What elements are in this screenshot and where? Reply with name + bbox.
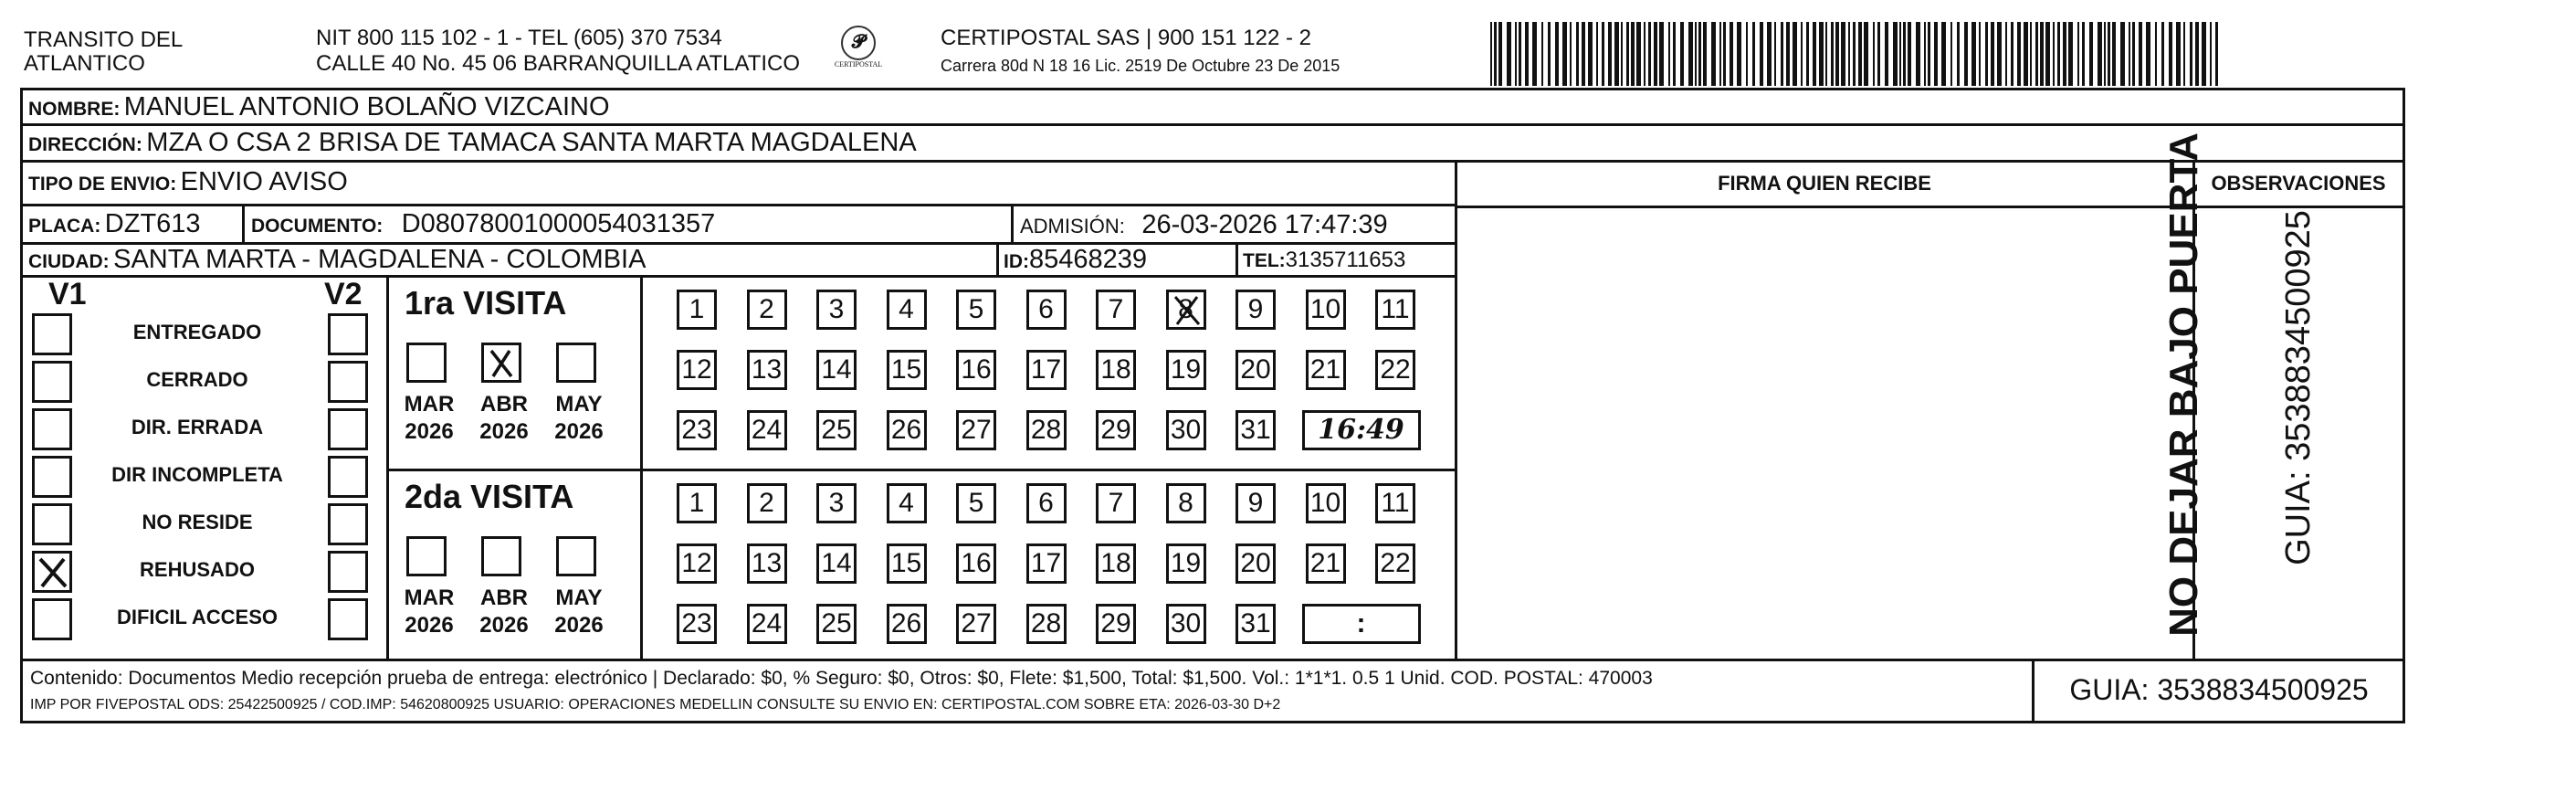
day-box[interactable]: 3 [816, 483, 857, 523]
status-v2-checkbox[interactable] [328, 503, 368, 545]
day-box[interactable]: 9 [1235, 290, 1276, 330]
day-box[interactable]: 17 [1026, 543, 1067, 584]
barcode-bar [2176, 22, 2181, 86]
divider [1455, 162, 1457, 659]
barcode-bar [1793, 22, 1797, 86]
month-name: MAY [555, 586, 603, 610]
barcode-bar [1703, 22, 1707, 86]
barcode-bar [2040, 22, 2044, 86]
id-value: 85468239 [1029, 245, 1148, 274]
barcode-bar [2183, 22, 2185, 86]
barcode-bar [1576, 22, 1579, 86]
documento-value: D08078001000054031357 [401, 209, 716, 238]
month-checkbox[interactable] [556, 536, 596, 576]
day-box[interactable]: 29 [1096, 410, 1136, 450]
barcode-bar [1519, 22, 1521, 86]
barcode-bar [2063, 22, 2066, 86]
day-box[interactable]: 19 [1166, 350, 1206, 390]
barcode-bar [2169, 22, 2172, 86]
barcode-bar [1602, 22, 1604, 86]
barcode-bar [1950, 22, 1952, 86]
day-box[interactable]: 24 [747, 604, 787, 644]
barcode-bar [1730, 22, 1733, 86]
day-box[interactable]: 7 [1096, 290, 1136, 330]
barcode-bar [1570, 22, 1572, 86]
barcode-bar [2195, 22, 2199, 86]
id-cell [1004, 244, 1147, 275]
barcode-bar [2057, 22, 2060, 86]
barcode-bar [2190, 22, 2192, 86]
barcode-bar [2089, 22, 2093, 86]
status-v1-checkbox[interactable] [32, 456, 72, 498]
tel-label: TEL: [1243, 250, 1286, 271]
status-label: ENTREGADO [132, 321, 262, 343]
month-name: MAY [555, 392, 603, 417]
day-box[interactable]: 10 [1306, 290, 1346, 330]
barcode-bar [1555, 22, 1559, 86]
status-label: REHUSADO [140, 558, 255, 581]
barcode-bar [2112, 22, 2116, 86]
barcode-bar [1673, 22, 1676, 86]
month-year: 2026 [405, 419, 454, 444]
status-v2-checkbox[interactable] [328, 598, 368, 640]
barcode-bar [1991, 22, 1994, 86]
placa-cell [28, 206, 201, 242]
barcode-bar [1723, 22, 1726, 86]
barcode-bar [1498, 22, 1502, 86]
barcode-bar [2108, 22, 2110, 86]
barcode-bar [1680, 22, 1684, 86]
license-line: Carrera 80d N 18 16 Lic. 2519 De Octubre 23 De 2015 [941, 57, 1341, 75]
check-x-icon [35, 554, 71, 592]
barcode-bar [1971, 22, 1976, 86]
barcode-bar [1515, 22, 1517, 86]
barcode-bar [1760, 22, 1763, 86]
day-box[interactable]: 27 [956, 410, 996, 450]
barcode-bar [1774, 22, 1776, 86]
barcode-bar [2017, 22, 2021, 86]
tel-cell [1243, 244, 1405, 275]
day-box[interactable]: 14 [816, 350, 857, 390]
barcode-bar [1737, 22, 1741, 86]
barcode-bar [1801, 22, 1803, 86]
barcode-bar [2132, 22, 2135, 86]
month-year: 2026 [554, 419, 604, 444]
divider [242, 204, 245, 244]
barcode-bar [1541, 22, 1543, 86]
day-box[interactable]: 1 [677, 483, 717, 523]
logo-text: CERTIPOSTAL [834, 60, 883, 69]
barcode-bar [1719, 22, 1721, 86]
day-box[interactable]: 22 [1375, 350, 1415, 390]
barcode-bar [2035, 22, 2038, 86]
barcode-bar [1908, 22, 1911, 86]
divider [1011, 204, 1014, 244]
status-v1-checkbox[interactable] [32, 408, 72, 450]
day-box[interactable]: 14 [816, 543, 857, 584]
barcode-bar [1631, 22, 1635, 86]
barcode-bar [1873, 22, 1875, 86]
ciudad-value: SANTA MARTA - MAGDALENA - COLOMBIA [113, 245, 647, 274]
day-box[interactable]: 11 [1375, 483, 1415, 523]
barcode-bar [1835, 22, 1839, 86]
divider [640, 277, 643, 469]
divider [996, 242, 999, 277]
barcode-bar [2024, 22, 2028, 86]
day-box[interactable]: 10 [1306, 483, 1346, 523]
day-box[interactable]: 15 [887, 543, 927, 584]
barcode-bar [1885, 22, 1888, 86]
barcode-bar [1924, 22, 1926, 86]
barcode-bar [1698, 22, 1701, 86]
day-box[interactable]: 27 [956, 604, 996, 644]
day-box[interactable]: 2 [747, 290, 787, 330]
barcode-bar [1928, 22, 1930, 86]
documento-label: DOCUMENTO: [251, 216, 384, 237]
time-box[interactable]: 16:49 [1302, 410, 1421, 450]
barcode-bar [1614, 22, 1619, 86]
day-box[interactable]: 15 [887, 350, 927, 390]
barcode-bar [1985, 22, 1988, 86]
barcode-bar [1864, 22, 1868, 86]
day-box[interactable]: 28 [1026, 410, 1067, 450]
address-line: CALLE 40 No. 45 06 BARRANQUILLA ATLATICO [316, 51, 801, 76]
day-box[interactable]: 18 [1096, 543, 1136, 584]
barcode-bar [2045, 22, 2050, 86]
month-name: MAR [404, 392, 455, 417]
visit-first [388, 277, 1455, 469]
v1-label: V1 [48, 277, 87, 311]
barcode-bar [2120, 22, 2125, 86]
barcode-bar [1899, 22, 1901, 86]
day-box[interactable]: 17 [1026, 350, 1067, 390]
visit-title: 1ra VISITA [405, 284, 567, 322]
barcode-bar [1695, 22, 1697, 86]
side-guia: GUIA: 3538834500925 [2279, 210, 2318, 565]
month-checkbox[interactable] [406, 343, 447, 383]
barcode-bar [1532, 22, 1537, 86]
barcode-bar [1848, 22, 1850, 86]
month-year: 2026 [479, 613, 529, 638]
barcode-bar [1648, 22, 1651, 86]
day-box[interactable]: 1 [677, 290, 717, 330]
barcode-bar [1893, 22, 1898, 86]
barcode-bar [2129, 22, 2130, 86]
barcode-bar [1596, 22, 1598, 86]
barcode-bar [1626, 22, 1629, 86]
day-box[interactable]: 3 [816, 290, 857, 330]
day-box[interactable]: 18 [1096, 350, 1136, 390]
divider [1235, 242, 1238, 277]
day-box[interactable]: 9 [1235, 483, 1276, 523]
divider [640, 470, 643, 659]
month-checkbox[interactable] [481, 536, 521, 576]
day-box[interactable]: 11 [1375, 290, 1415, 330]
day-box[interactable]: 23 [677, 604, 717, 644]
status-v1-checkbox[interactable] [32, 313, 72, 355]
status-v1-checkbox[interactable] [32, 598, 72, 640]
barcode-bar [1964, 22, 1968, 86]
barcode-bar [1644, 22, 1645, 86]
barcode-bar [2210, 22, 2212, 86]
day-box[interactable]: 13 [747, 543, 787, 584]
day-box[interactable]: 31 [1235, 410, 1276, 450]
barcode-bar [2139, 22, 2142, 86]
day-box[interactable]: 12 [677, 543, 717, 584]
day-box[interactable]: 30 [1166, 410, 1206, 450]
tipo-row [28, 164, 348, 202]
visit-title: 2da VISITA [405, 478, 574, 515]
day-box[interactable]: 30 [1166, 604, 1206, 644]
barcode-bar [1668, 22, 1670, 86]
nombre-label: NOMBRE: [28, 99, 121, 120]
divider [1455, 206, 2403, 208]
divider [2032, 659, 2035, 721]
barcode-bar [1588, 22, 1593, 86]
barcode-bar [2146, 22, 2150, 86]
barcode-bar [1916, 22, 1920, 86]
barcode-bar [2077, 22, 2079, 86]
day-box[interactable]: 19 [1166, 543, 1206, 584]
status-label: DIR. ERRADA [131, 416, 264, 438]
status-section [23, 277, 386, 659]
barcode-bar [1767, 22, 1772, 86]
day-box[interactable]: 20 [1235, 543, 1276, 584]
status-label: NO RESIDE [142, 511, 253, 533]
direccion-row [28, 125, 917, 160]
barcode-bar [1941, 22, 1946, 86]
barcode-bar [2030, 22, 2032, 86]
nit-line: NIT 800 115 102 - 1 - TEL (605) 370 7534 [316, 26, 722, 50]
barcode-bar [1752, 22, 1755, 86]
day-box[interactable]: 4 [887, 483, 927, 523]
day-box[interactable]: 26 [887, 410, 927, 450]
side-warning: NO DEJAR BAJO PUERTA [2161, 132, 2207, 637]
barcode-bar [1562, 22, 1567, 86]
day-box[interactable]: 6 [1026, 290, 1067, 330]
barcode-bar [2068, 22, 2073, 86]
status-v1-checkbox[interactable] [32, 551, 72, 593]
day-box[interactable]: 6 [1026, 483, 1067, 523]
admision-label: ADMISIÓN: [1020, 215, 1125, 237]
month-year: 2026 [405, 613, 454, 638]
barcode-bar [1688, 22, 1693, 86]
barcode-bar [1877, 22, 1880, 86]
barcode-bar [1979, 22, 1981, 86]
day-box[interactable]: 21 [1306, 350, 1346, 390]
day-box[interactable]: 26 [887, 604, 927, 644]
barcode-bar [2161, 22, 2164, 86]
barcode-bar [1659, 22, 1664, 86]
month-name: MAR [404, 586, 455, 610]
barcode-bar [1621, 22, 1623, 86]
barcode-bar [1825, 22, 1827, 86]
day-box[interactable]: 21 [1306, 543, 1346, 584]
day-box[interactable]: 20 [1235, 350, 1276, 390]
documento-cell [251, 206, 715, 242]
org-name-line1: TRANSITO DEL [24, 27, 184, 52]
direccion-value: MZA O CSA 2 BRISA DE TAMACA SANTA MARTA MAGDALENA [146, 128, 917, 157]
id-label: ID: [1004, 251, 1029, 272]
barcode-icon [1490, 22, 2221, 86]
barcode-bar [1608, 22, 1612, 86]
ciudad-cell [28, 244, 646, 275]
status-v2-checkbox[interactable] [328, 408, 368, 450]
divider [23, 160, 2403, 163]
month-name: ABR [480, 586, 528, 610]
barcode-bar [1934, 22, 1938, 86]
barcode-bar [2053, 22, 2055, 86]
nombre-value: MANUEL ANTONIO BOLAÑO VIZCAINO [123, 92, 610, 121]
barcode-bar [1806, 22, 1809, 86]
certipostal-logo [829, 26, 888, 73]
time-box[interactable]: : [1302, 604, 1421, 644]
day-box[interactable]: 24 [747, 410, 787, 450]
footer-guia: GUIA: 3538834500925 [2069, 673, 2369, 706]
barcode-bar [1525, 22, 1529, 86]
day-box[interactable]: 25 [816, 604, 857, 644]
placa-label: PLACA: [28, 216, 101, 237]
barcode-bar [2082, 22, 2085, 86]
status-label: DIFICIL ACCESO [116, 606, 278, 628]
day-box[interactable]: 8 [1166, 290, 1206, 330]
barcode-bar [1582, 22, 1585, 86]
org-name-line2: ATLANTICO [24, 51, 145, 76]
footer-imp: IMP POR FIVEPOSTAL ODS: 25422500925 / COD.IMP: 54620800925 USUARIO: OPERACIONES MEDELLIN CONSULTE SU ENVIO EN: CERTIPOSTAL.COM SOBRE ETA: 2026-03-30 D+2 [30, 697, 1281, 712]
visit-second [388, 470, 1455, 659]
day-box[interactable]: 16 [956, 543, 996, 584]
placa-value: DZT613 [104, 209, 201, 238]
direccion-label: DIRECCIÓN: [28, 134, 142, 155]
barcode-bar [1636, 22, 1641, 86]
footer-content: Contenido: Documentos Medio recepción prueba de entrega: electrónico | Declarado: $0, % Seguro: $0, Otros: $0, Flete: $1,500, Total: $1,500. Vol.: 1*1*1. 0.5 1 Unid. COD. POSTAL: 470003 [30, 668, 1653, 689]
barcode-bar [2202, 22, 2206, 86]
month-year: 2026 [479, 419, 529, 444]
tipo-label: TIPO DE ENVIO: [28, 174, 177, 195]
admision-value: 26-03-2026 17:47:39 [1141, 210, 1388, 239]
status-label: CERRADO [146, 368, 248, 391]
status-v2-checkbox[interactable] [328, 361, 368, 403]
day-box[interactable]: 4 [887, 290, 927, 330]
barcode-bar [1853, 22, 1856, 86]
barcode-bar [1957, 22, 1960, 86]
barcode-bar [2098, 22, 2102, 86]
month-name: ABR [480, 392, 528, 417]
barcode-bar [1490, 22, 1492, 86]
day-box[interactable]: 23 [677, 410, 717, 450]
barcode-bar [1858, 22, 1862, 86]
day-box[interactable]: 28 [1026, 604, 1067, 644]
barcode-bar [2155, 22, 2157, 86]
barcode-bar [1507, 22, 1511, 86]
admision-cell [1020, 206, 1388, 242]
barcode-bar [1903, 22, 1906, 86]
check-x-icon [1166, 290, 1206, 334]
company-line: CERTIPOSTAL SAS | 900 151 122 - 2 [941, 26, 1311, 50]
delivery-form [20, 88, 2405, 723]
barcode-bar [1711, 22, 1716, 86]
month-checkbox[interactable] [406, 536, 447, 576]
day-box[interactable]: 13 [747, 350, 787, 390]
barcode-bar [1841, 22, 1845, 86]
status-v2-checkbox[interactable] [328, 456, 368, 498]
nombre-row [28, 90, 610, 123]
status-v1-checkbox[interactable] [32, 503, 72, 545]
barcode-bar [1494, 22, 1497, 86]
status-v2-checkbox[interactable] [328, 313, 368, 355]
month-checkbox[interactable] [481, 343, 521, 383]
barcode-bar [2011, 22, 2013, 86]
day-box[interactable]: 7 [1096, 483, 1136, 523]
barcode-bar [1548, 22, 1551, 86]
status-v2-checkbox[interactable] [328, 551, 368, 593]
status-v1-checkbox[interactable] [32, 361, 72, 403]
day-box[interactable]: 22 [1375, 543, 1415, 584]
check-x-icon [484, 345, 519, 380]
barcode-bar [2005, 22, 2007, 86]
tipo-value: ENVIO AVISO [180, 167, 348, 196]
day-box[interactable]: 5 [956, 290, 996, 330]
day-box[interactable]: 8 [1166, 483, 1206, 523]
barcode-bar [1831, 22, 1834, 86]
day-box[interactable]: 12 [677, 350, 717, 390]
month-year: 2026 [554, 613, 604, 638]
barcode-bar [2215, 22, 2218, 86]
barcode-bar [1997, 22, 2002, 86]
barcode-bar [1786, 22, 1790, 86]
header [0, 0, 2411, 91]
firma-header: FIRMA QUIEN RECIBE [1718, 172, 1931, 195]
v2-label: V2 [324, 277, 363, 311]
logo-mark-icon: 𝓟 [841, 26, 876, 60]
day-box[interactable]: 31 [1235, 604, 1276, 644]
barcode-bar [1746, 22, 1748, 86]
barcode-bar [1819, 22, 1824, 86]
observaciones-header: OBSERVACIONES [2211, 172, 2386, 195]
status-label: DIR INCOMPLETA [111, 463, 283, 486]
barcode-bar [1813, 22, 1816, 86]
day-box[interactable]: 25 [816, 410, 857, 450]
barcode-bar [1654, 22, 1657, 86]
barcode-bar [1781, 22, 1783, 86]
tel-value: 3135711653 [1285, 248, 1406, 272]
barcode-bar [2104, 22, 2106, 86]
day-box[interactable]: 16 [956, 350, 996, 390]
ciudad-label: CIUDAD: [28, 251, 110, 272]
day-box[interactable]: 2 [747, 483, 787, 523]
day-box[interactable]: 29 [1096, 604, 1136, 644]
month-checkbox[interactable] [556, 343, 596, 383]
day-box[interactable]: 5 [956, 483, 996, 523]
